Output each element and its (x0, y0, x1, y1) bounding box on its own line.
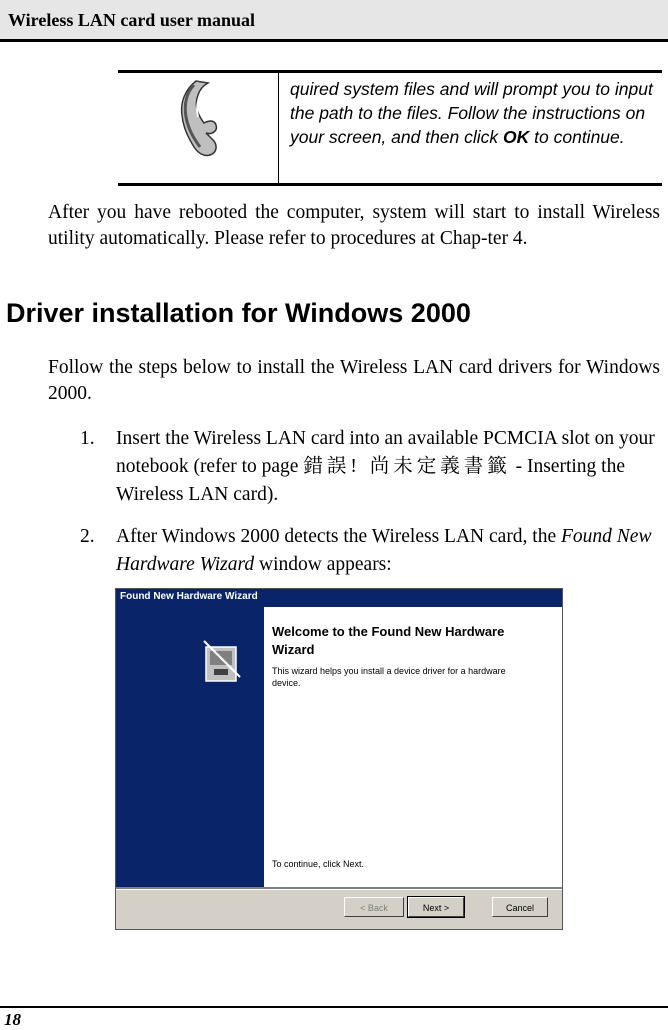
reboot-paragraph: After you have rebooted the computer, system will start to install Wireless utility automatically. Please refer to procedures at Chap-ter 4. (48, 202, 660, 249)
pointing-hand-icon (168, 75, 228, 161)
wizard-separator (116, 887, 562, 890)
hardware-wizard-icon (200, 637, 244, 687)
note-divider (278, 73, 279, 183)
wizard-side-panel (116, 607, 264, 887)
intro-paragraph: Follow the steps below to install the Wireless LAN card drivers for Windows 2000. (48, 357, 660, 404)
step-text: After Windows 2000 detects the Wireless LAN card, the Found New Hardware Wizard window appears: (116, 526, 652, 575)
next-button[interactable]: Next > (408, 897, 464, 917)
note-text: quired system files and will prompt you to input the path to the files. Follow the instructions on your screen, and then click OK to continue. (290, 79, 653, 147)
page-number: 18 (4, 1010, 21, 1029)
manual-title: Wireless LAN card user manual (8, 10, 256, 30)
wizard-titlebar (116, 589, 562, 607)
wizard-heading: Welcome to the Found New Hardware Wizard (272, 624, 505, 657)
wizard-title: Found New Hardware Wizard (120, 591, 258, 602)
footer-rule (0, 1006, 668, 1008)
wizard-description: This wizard helps you install a device driver for a hardware device. (272, 666, 506, 688)
wizard-content (264, 607, 562, 887)
step-number: 2. (80, 526, 95, 547)
section-title: Driver installation for Windows 2000 (6, 298, 471, 328)
cancel-button[interactable]: Cancel (492, 897, 548, 917)
note-box (118, 70, 662, 186)
broken-reference: 錯誤! 尚未定義書籤 (303, 456, 511, 477)
step-number: 1. (80, 428, 95, 449)
back-button[interactable]: < Back (344, 897, 404, 917)
step-text: Insert the Wireless LAN card into an available PCMCIA slot on your notebook (refer to page 錯誤! 尚未定義書籤 - Inserting the Wireless LAN card). (116, 428, 655, 505)
wizard-screenshot (115, 588, 563, 930)
wizard-name: Found New Hardware Wizard (116, 526, 652, 575)
ok-emphasis: OK (503, 127, 530, 147)
page-header (0, 0, 668, 42)
wizard-continue-text: To continue, click Next. (272, 859, 365, 869)
